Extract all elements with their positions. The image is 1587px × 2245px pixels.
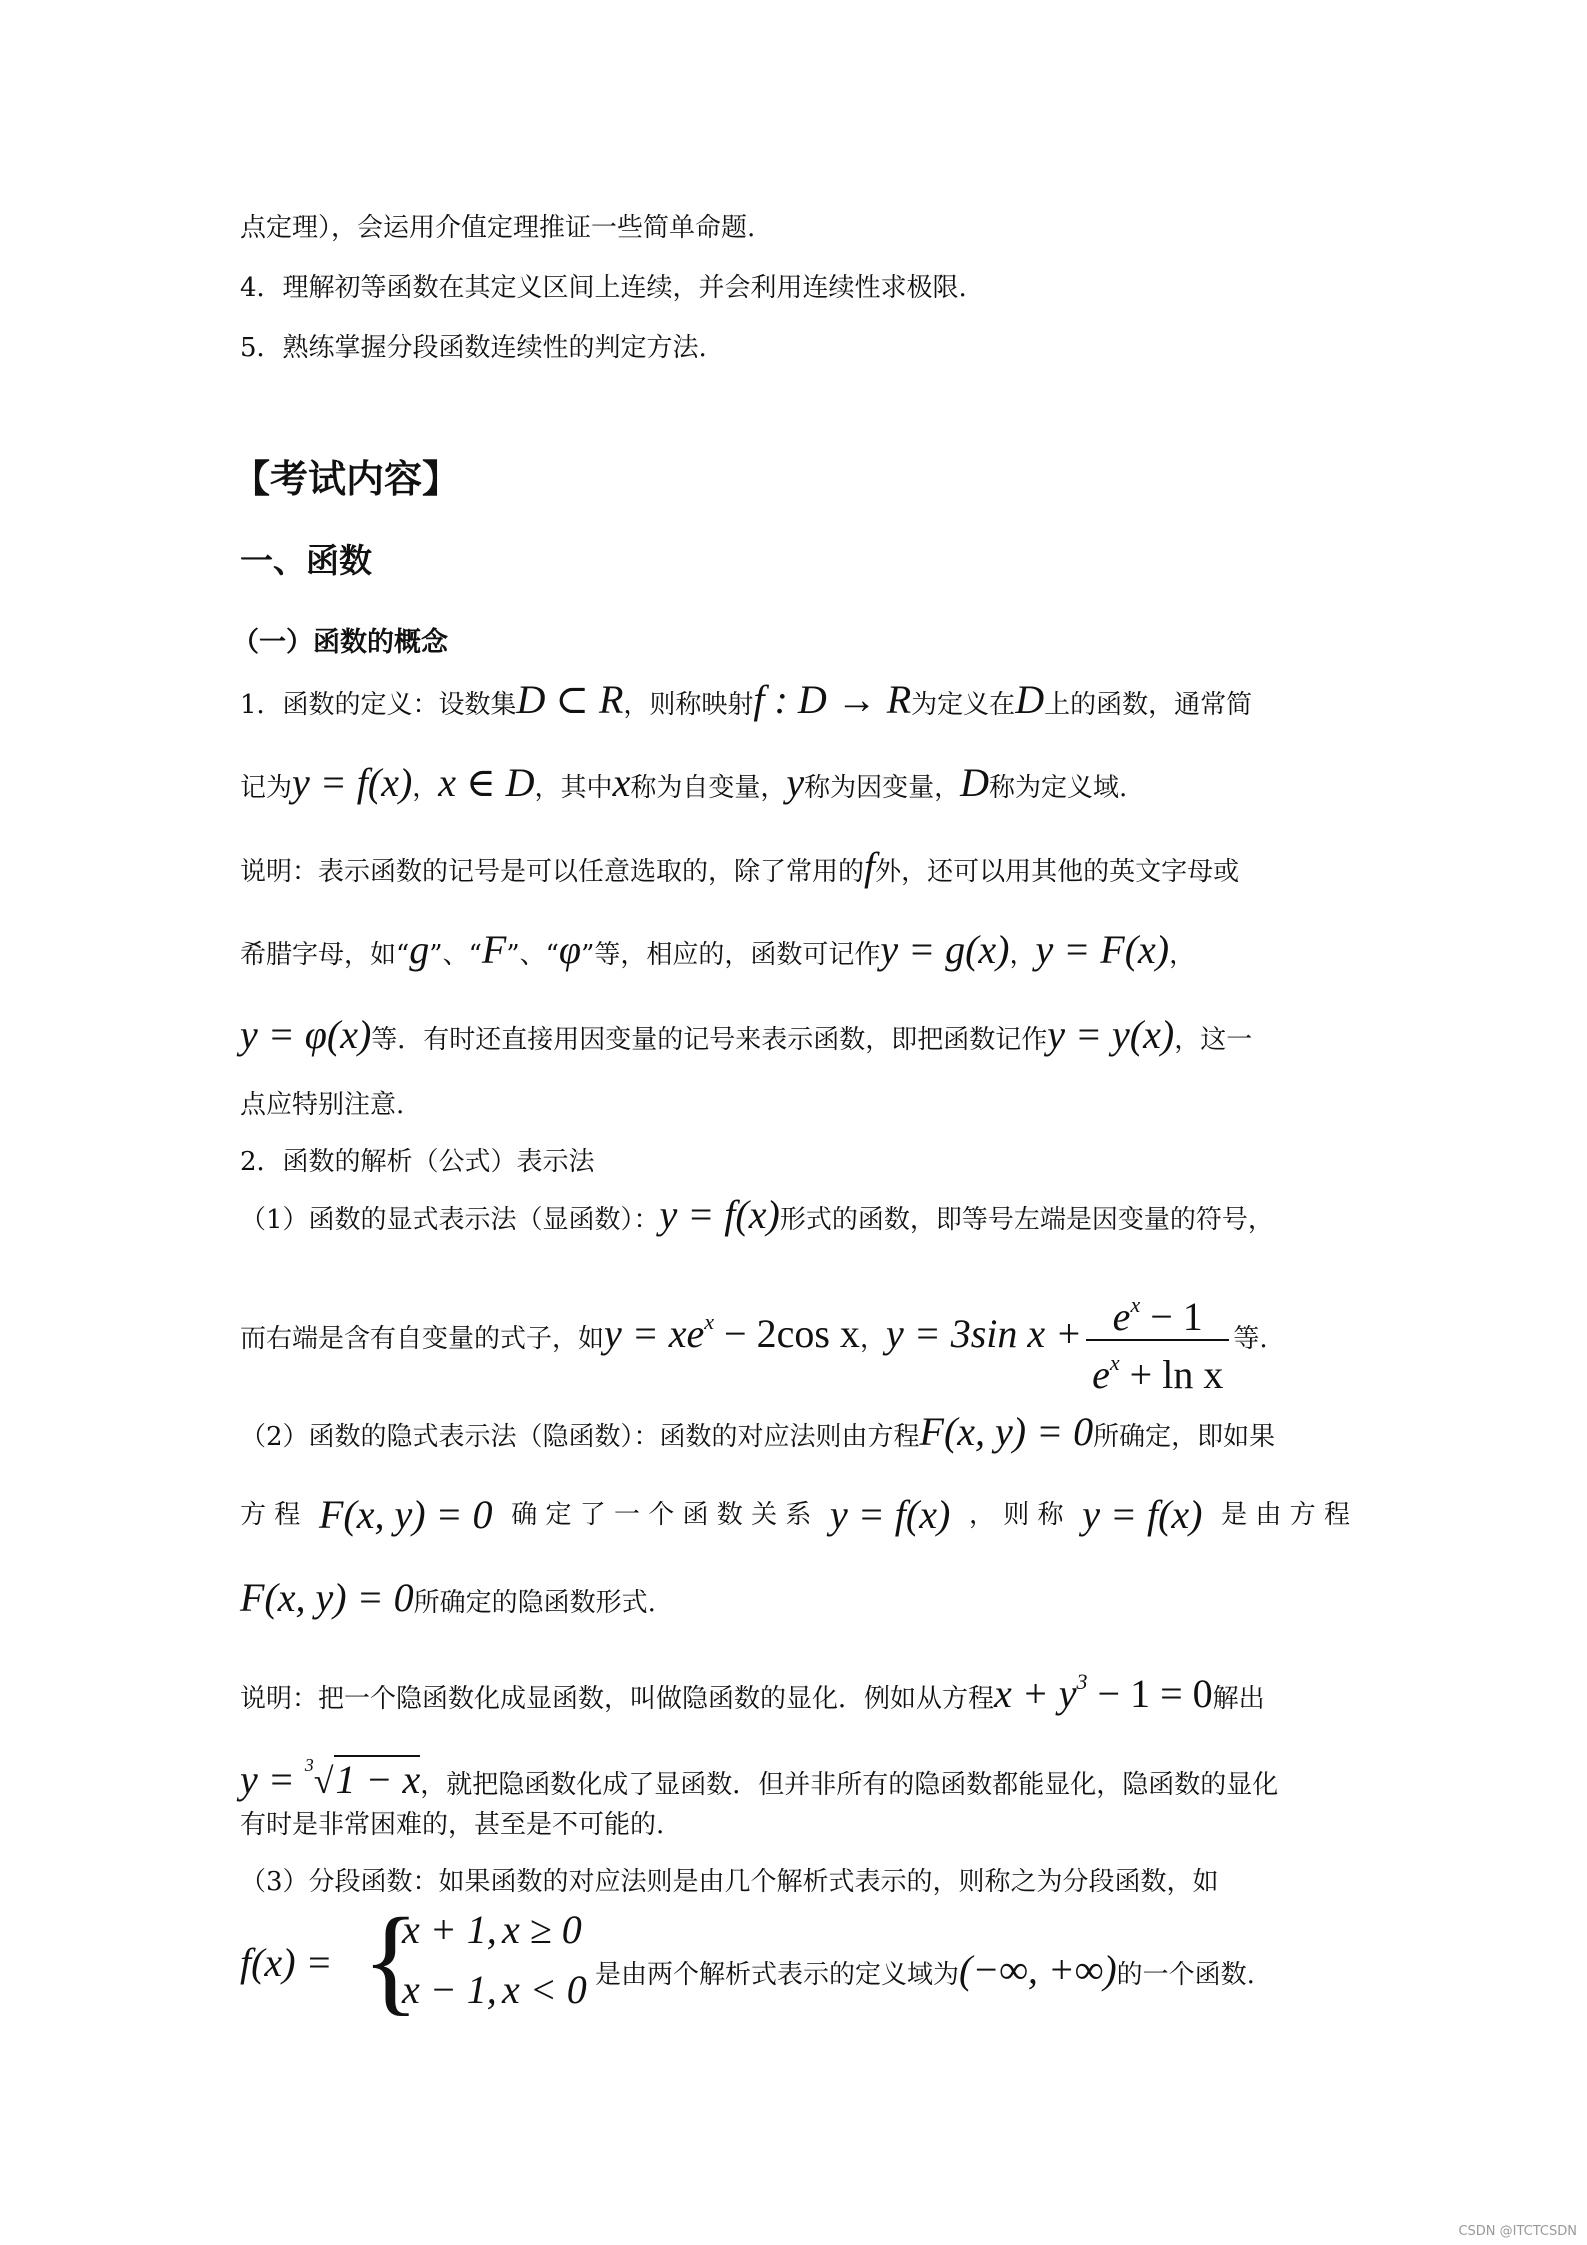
watermark: CSDN @ITCTCSDN <box>1458 2224 1577 2239</box>
explicitization-line-3: 有时是非常困难的，甚至是不可能的. <box>240 1810 665 1840</box>
explicit-function-line-1: （1）函数的显式表示法（显函数）：y = f(x)形式的函数，即等号左端是因变量的符号， <box>240 1192 1274 1237</box>
implicit-function-line-2: 方 程 F(x, y) = 0 确 定 了 一 个 函 数 关 系 y = f(x) ， 则 称 y = f(x) 是 由 方 程 <box>240 1492 1350 1537</box>
explicitization-line-1: 说明：把一个隐函数化成显函数，叫做隐函数的显化．例如从方程$x + y^3 - 1 = 0$解出 <box>240 1669 1265 1716</box>
analytic-representation-heading: 2．函数的解析（公式）表示法 <box>240 1147 595 1177</box>
heading-functions: 一、函数 <box>240 541 372 580</box>
case-2-condition: x < 0 <box>502 1967 587 2012</box>
definition-line-2: 记为y = f(x)，x ∈ D，其中x称为自变量，y称为因变量，D称为定义域. <box>240 760 1128 805</box>
implicit-function-line-1: （2）函数的隐式表示法（隐函数）：函数的对应法则由方程F(x, y) = 0所确定，即如果 <box>240 1409 1276 1454</box>
cube-root: $^3$√1 − x <box>304 1755 421 1802</box>
heading-function-concept: （一）函数的概念 <box>232 627 448 658</box>
note-line-3: y = φ(x)等．有时还直接用因变量的记号来表示函数，即把函数记作y = y(x)，这一 <box>240 1012 1253 1057</box>
piecewise-line-1: （3）分段函数：如果函数的对应法则是由几个解析式表示的，则称之为分段函数，如 <box>240 1867 1219 1897</box>
case-1-expression: x + 1, <box>402 1907 497 1952</box>
definition-line-1: 1．函数的定义：设数集D ⊂ R，则称映射f : D → R为定义在D上的函数，通常简 <box>240 677 1253 722</box>
explicitization-line-2: y = $^3$√1 − x，就把隐函数化成了显函数．但并非所有的隐函数都能显化，隐函数的显化 <box>240 1755 1279 1802</box>
note-line-1: 说明：表示函数的记号是可以任意选取的，除了常用的f外，还可以用其他的英文字母或 <box>240 844 1240 889</box>
case-2-expression: x − 1, <box>402 1967 497 2012</box>
note-line-4: 点应特别注意. <box>240 1090 405 1120</box>
intro-line-3: 5．熟练掌握分段函数连续性的判定方法. <box>240 333 707 363</box>
intro-line-2: 4．理解初等函数在其定义区间上连续，并会利用连续性求极限. <box>240 273 967 303</box>
implicit-function-line-3: F(x, y) = 0所确定的隐函数形式. <box>240 1575 656 1620</box>
intro-line-1: 点定理），会运用介值定理推证一些简单命题. <box>240 213 756 243</box>
piecewise-function <box>240 1893 1350 2026</box>
brace-icon: { <box>362 1893 420 2026</box>
section-title: 【考试内容】 <box>232 457 461 501</box>
piecewise-lhs: f(x) = <box>240 1940 333 1985</box>
piecewise-description: 是由两个解析式表示的定义域为(−∞, +∞)的一个函数. <box>595 1947 1255 1992</box>
fraction: $\frac{e^x - 1}{e^x + \ln x}$ <box>1086 1283 1229 1397</box>
explicit-function-line-2: 而右端是含有自变量的式子，如$y = xe^x - 2\cos$ x，y = 3sin x + $\frac{e^x - 1}{e^x + \ln x}$ 等. <box>240 1272 1350 1372</box>
note-line-2: 希腊字母，如“g”、“F”、“φ”等，相应的，函数可记作y = g(x)，y = F(x)， <box>240 927 1196 972</box>
case-1-condition: x ≥ 0 <box>502 1907 582 1952</box>
